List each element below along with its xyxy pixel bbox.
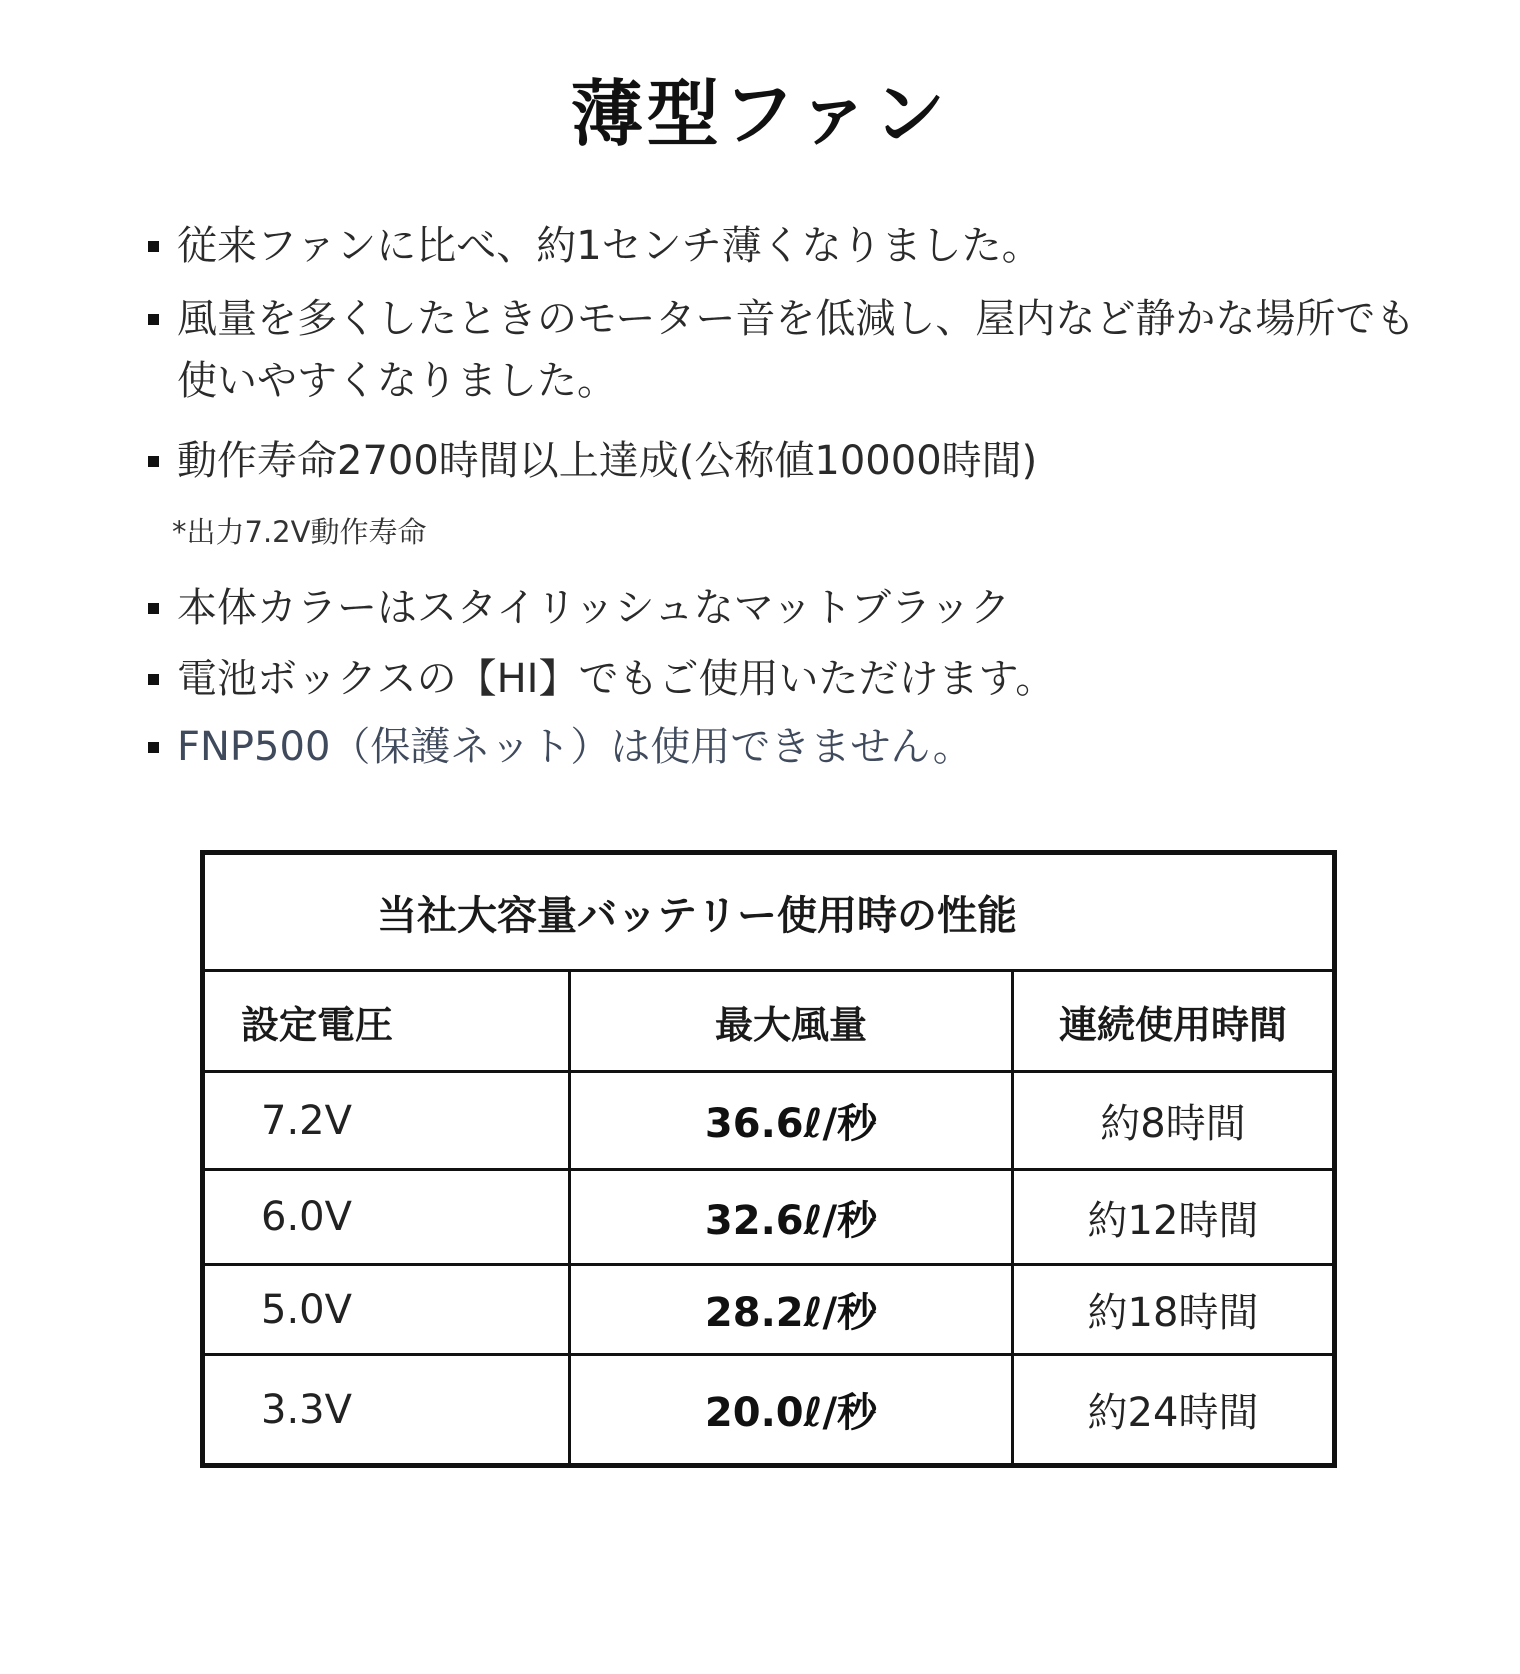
feature-text: FNP500（保護ネット）は使用できません。 [177,724,973,770]
bullet-icon [148,314,159,325]
bullet-icon [148,603,159,614]
table-row [203,1355,1335,1466]
feature-text: 従来ファンに比べ、約1センチ薄くなりました。 [177,223,1042,269]
table-row [203,1170,1335,1265]
table-caption-row [203,853,1335,971]
page-title: 薄型ファン [570,72,950,156]
table-row [203,1072,1335,1170]
duration-cell: 約24時間 [1013,1355,1335,1466]
feature-item [148,430,1037,492]
bullet-icon [148,456,159,467]
bullet-icon [148,674,159,685]
feature-item [148,215,1042,277]
footnote: *出力7.2V動作寿命 [172,515,427,549]
duration-cell: 約18時間 [1013,1265,1335,1355]
voltage-cell: 6.0V [203,1170,570,1265]
feature-text: 風量を多くしたときのモーター音を低減し、屋内など静かな場所でも使いやすくなりました。 [177,296,1416,404]
header-duration: 連続使用時間 [1013,971,1335,1072]
bullet-icon [148,241,159,252]
airflow-cell: 28.2ℓ/秒 [570,1265,1013,1355]
voltage-cell: 3.3V [203,1355,570,1466]
airflow-cell: 32.6ℓ/秒 [570,1170,1013,1265]
feature-item [148,648,1055,710]
feature-text: 電池ボックスの【HI】でもご使用いただけます。 [177,656,1056,702]
header-airflow: 最大風量 [570,971,1013,1072]
header-voltage: 設定電圧 [203,971,570,1072]
voltage-cell: 5.0V [203,1265,570,1355]
duration-cell: 約8時間 [1013,1072,1335,1170]
airflow-cell: 36.6ℓ/秒 [570,1072,1013,1170]
feature-item [148,288,1428,412]
feature-item [148,577,1010,639]
table-row [203,1265,1335,1355]
feature-item [148,716,973,778]
feature-text: 本体カラーはスタイリッシュなマットブラック [177,585,1011,631]
airflow-cell: 20.0ℓ/秒 [570,1355,1013,1466]
performance-table [200,850,1337,1468]
voltage-cell: 7.2V [203,1072,570,1170]
table-caption: 当社大容量バッテリー使用時の性能 [203,853,1335,971]
table-header-row [203,971,1335,1072]
bullet-icon [148,742,159,753]
feature-text: 動作寿命2700時間以上達成(公称値10000時間) [177,438,1038,484]
duration-cell: 約12時間 [1013,1170,1335,1265]
